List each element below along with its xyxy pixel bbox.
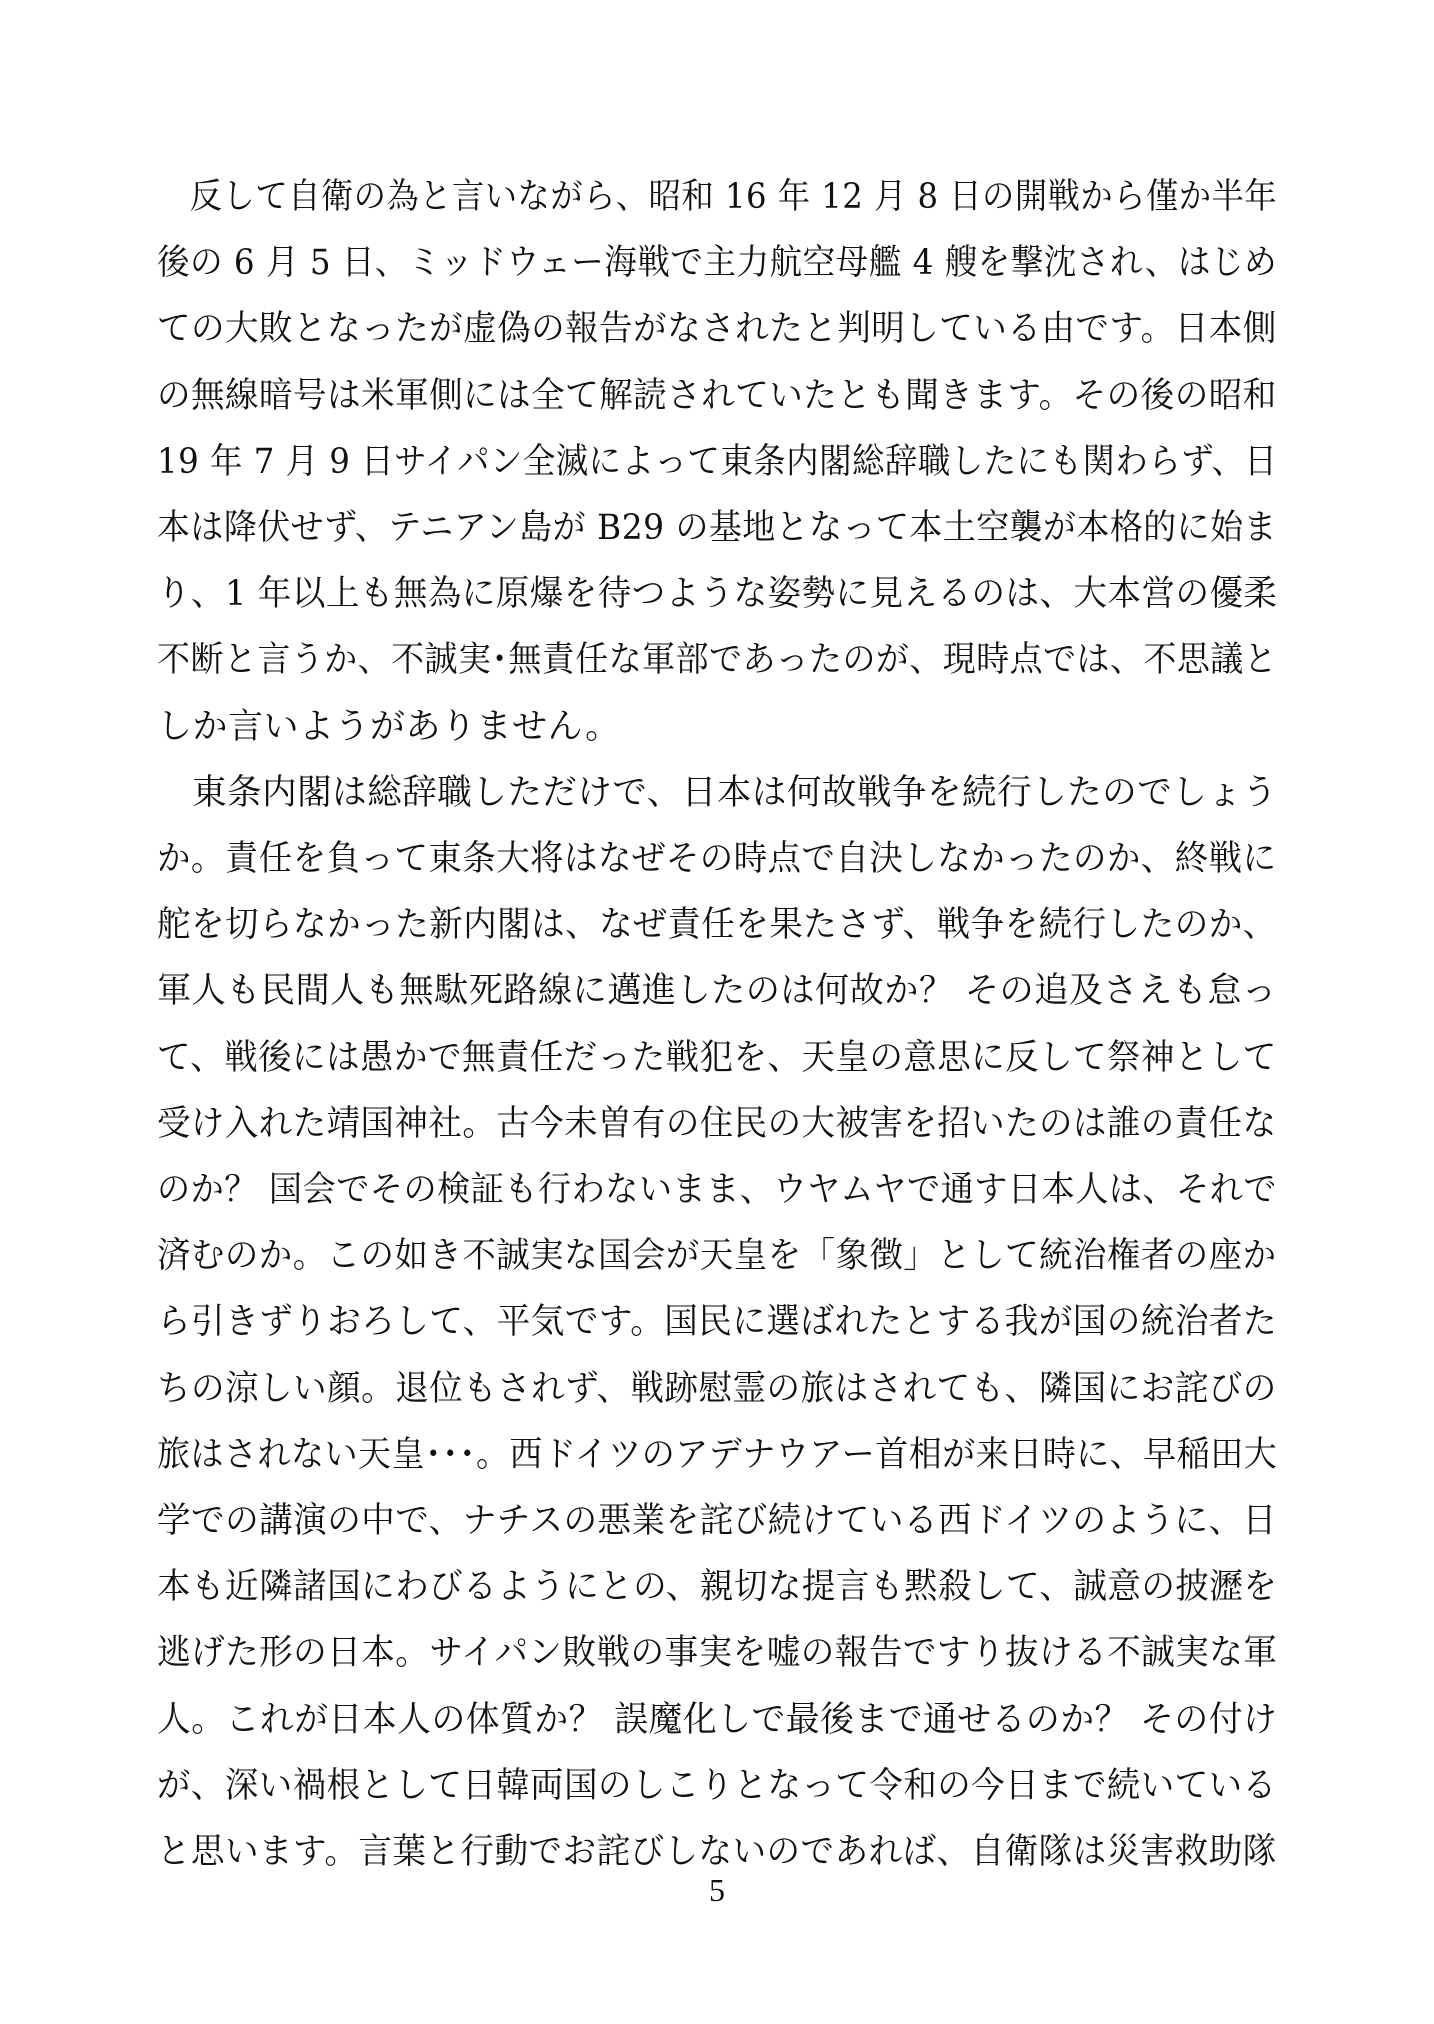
text-line: しか言いようがありません。 — [157, 707, 621, 747]
text-line: 舵を切らなかった新内閣は、なぜ責任を果たさず、戦争を続行したのか、 — [157, 905, 1277, 945]
text-line: 本は降伏せず、テニアン島が B29 の基地となって本土空襲が本格的に始ま — [157, 508, 1277, 548]
text-line: 逃げた形の日本。サイパン敗戦の事実を嘘の報告ですり抜ける不誠実な軍 — [157, 1633, 1278, 1673]
text-line: ての大敗となったが虚偽の報告がなされたと判明している由です。日本側 — [157, 309, 1277, 349]
text-line: 不断と言うか、不誠実･無責任な軍部であったのが、現時点では、不思議と — [157, 640, 1278, 680]
text-line: ちの涼しい顔。退位もされず、戦跡慰霊の旅はされても、隣国にお詫びの — [157, 1369, 1277, 1409]
text-line: のか？ 国会でその検証も行わないまま、ウヤムヤで通す日本人は、それで — [157, 1170, 1278, 1210]
text-line: り、1 年以上も無為に原爆を待つような姿勢に見えるのは、大本営の優柔 — [157, 574, 1278, 614]
text-line: が、深い禍根として日韓両国のしこりとなって令和の今日まで続いている — [157, 1766, 1277, 1806]
text-line: 人。これが日本人の体質か？ 誤魔化しで最後まで通せるのか？ その付け — [157, 1700, 1278, 1740]
page-number: 5 — [709, 1872, 725, 1908]
text-line: の無線暗号は米軍側には全て解読されていたとも聞きます。その後の昭和 — [157, 376, 1277, 416]
text-line: 済むのか。この如き不誠実な国会が天皇を「象徴」として統治権者の座か — [157, 1236, 1277, 1276]
text-line: 軍人も民間人も無駄死路線に邁進したのは何故か？ その追及さえも怠っ — [157, 971, 1277, 1011]
text-line: 反して自衛の為と言いながら、昭和 16 年 12 月 8 日の開戦から僅か半年 — [157, 177, 1278, 217]
text-line: と思います。言葉と行動でお詫びしないのであれば、自衛隊は災害救助隊 — [157, 1832, 1277, 1872]
text-line: 後の 6 月 5 日、ミッドウェー海戦で主力航空母艦 4 艘を撃沈され、はじめ — [157, 243, 1278, 283]
text-line: か。責任を負って東条大将はなぜその時点で自決しなかったのか、終戦に — [157, 839, 1277, 879]
text-line: 本も近隣諸国にわびるようにとの、親切な提言も黙殺して、誠意の披瀝を — [157, 1567, 1278, 1607]
text-line: 旅はされない天皇･･･。西ドイツのアデナウアー首相が来日時に、早稲田大 — [157, 1435, 1278, 1475]
text-line: 学での講演の中で、ナチスの悪業を詫び続けている西ドイツのように、日 — [157, 1501, 1277, 1541]
text-line: 受け入れた靖国神社。古今未曽有の住民の大被害を招いたのは誰の責任な — [157, 1104, 1277, 1144]
text-line: 東条内閣は総辞職しただけで、日本は何故戦争を続行したのでしょう — [157, 773, 1278, 813]
text-line: 19 年 7 月 9 日サイパン全滅によって東条内閣総辞職したにも関わらず、日 — [157, 442, 1278, 482]
text-line: ら引きずりおろして、平気です。国民に選ばれたとする我が国の統治者た — [157, 1302, 1278, 1342]
text-line: て、戦後には愚かで無責任だった戦犯を、天皇の意思に反して祭神として — [157, 1038, 1277, 1078]
